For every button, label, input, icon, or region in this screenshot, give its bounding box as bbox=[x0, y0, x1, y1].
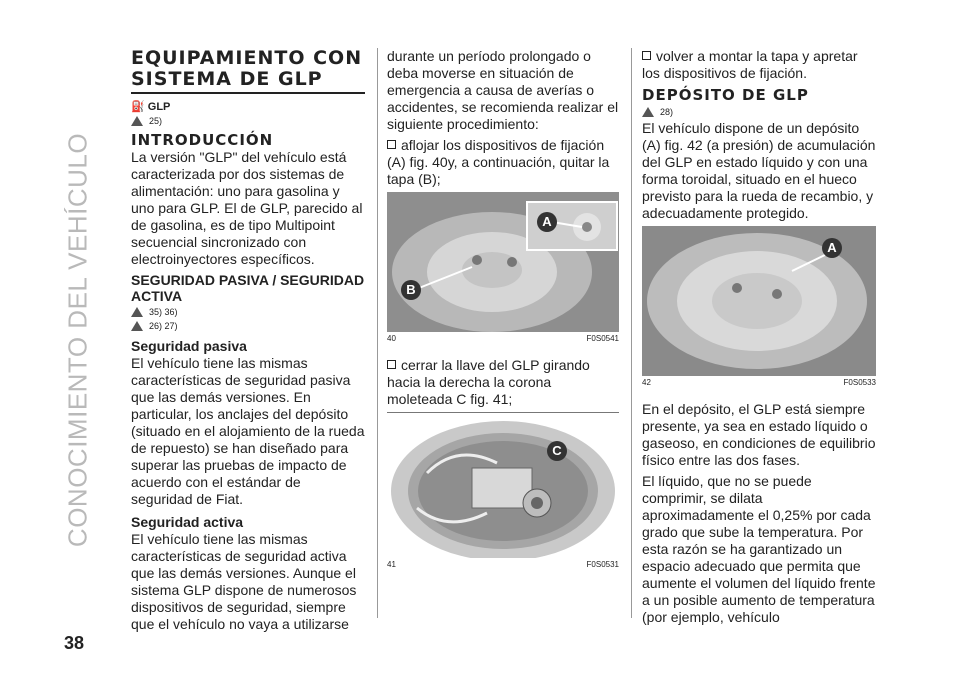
deposito-text: El vehículo dispone de un depósito (A) fig. 42 (a presión) de acumulación del GLP en estado líquido y con una forma toroidal, situado en el hueco previsto para la rueda de recambio, y adecuadamente protegido. bbox=[642, 120, 876, 221]
paragraph-2: En el depósito, el GLP está siempre presente, ya sea en estado líquido o gaseoso, en condiciones de equilibrio físico entre las dos fases. bbox=[642, 401, 876, 468]
warning-ref: 28) bbox=[642, 106, 876, 118]
figure-caption: 40 F0S0541 bbox=[387, 334, 619, 343]
step-2: cerrar la llave del GLP girando hacia la derecha la corona moleteada C fig. 41; bbox=[387, 357, 590, 407]
heading-intro: INTRODUCCIÓN bbox=[131, 131, 274, 149]
checkbox-icon bbox=[387, 360, 396, 369]
figure-41 bbox=[387, 412, 619, 558]
label-c: C bbox=[547, 441, 567, 461]
figure-caption: 41 F0S0531 bbox=[387, 560, 619, 569]
fig40-illustration bbox=[387, 192, 619, 332]
heading-seguridad: SEGURIDAD PASIVA / SEGURIDAD ACTIVA bbox=[131, 272, 365, 304]
activa-text: El vehículo tiene las mismas características de seguridad activa que las demás versiones. Aunque el sistema GLP dispone de numerosos dispositivos de seguridad, siempre que el vehículo no vaya a utilizarse bbox=[131, 531, 357, 632]
section-side-title: CONOCIMIENTO DEL VEHÍCULO bbox=[62, 132, 93, 548]
column-1 bbox=[131, 48, 365, 637]
paragraph-3: El líquido, que no se puede comprimir, se dilata aproximadamente el 0,25% por cada grado que sube la temperatura. Por esta razón se ha garantizado un espacio adecuado que permita que aumente el volumen del líquido frente a un posible aumento de temperatura (por ejemplo, vehículo bbox=[642, 473, 876, 625]
intro-text: La versión "GLP" del vehículo está caracterizada por dos sistemas de alimentación: uno para gasolina y uno para GLP. El de GLP, parecido al de gasolina, es de tipo Multipoint secuencial sincronizado con electroinyectores específicos. bbox=[131, 149, 363, 267]
heading-pasiva: Seguridad pasiva bbox=[131, 338, 247, 354]
column-3 bbox=[642, 48, 876, 630]
glp-logo: ⛽ GLP bbox=[131, 101, 171, 113]
warning-ref: 25) bbox=[131, 115, 365, 127]
procedure-intro: durante un período prolongado o deba moverse en situación de emergencia a causa de averías o accidentes, se recomienda realizar el siguiente procedimiento: bbox=[387, 48, 619, 132]
warning-icon bbox=[131, 307, 143, 317]
checkbox-icon bbox=[642, 51, 651, 60]
label-a: A bbox=[822, 238, 842, 258]
heading-deposito: DEPÓSITO DE GLP bbox=[642, 86, 809, 104]
warning-ref: 26) 27) bbox=[131, 320, 365, 332]
pasiva-text: El vehículo tiene las mismas características de seguridad pasiva que las demás versiones. En particular, los anclajes del depósito (situado en el alojamiento de la rueda de repuesto) se han diseñado para superar las pruebas de impacto de acuerdo con el estándar de seguridad de Fiat. bbox=[131, 355, 365, 507]
column-2 bbox=[387, 48, 619, 569]
column-divider bbox=[377, 48, 378, 618]
label-b: B bbox=[401, 280, 421, 300]
page-number: 38 bbox=[64, 633, 85, 653]
warning-icon bbox=[642, 107, 654, 117]
figure-40 bbox=[387, 192, 619, 332]
heading-activa: Seguridad activa bbox=[131, 514, 244, 530]
fig41-illustration bbox=[387, 413, 619, 558]
column-divider bbox=[631, 48, 632, 618]
step-1: aflojar los dispositivos de fijación (A) fig. 40y, a continuación, quitar la tapa (B); bbox=[387, 137, 610, 187]
warning-icon bbox=[131, 321, 143, 331]
figure-42 bbox=[642, 226, 876, 376]
warning-ref: 35) 36) bbox=[131, 306, 365, 318]
section-title: EQUIPAMIENTO CON SISTEMA DE GLP bbox=[131, 48, 365, 94]
checkbox-icon bbox=[387, 140, 396, 149]
figure-caption: 42 F0S0533 bbox=[642, 378, 876, 387]
step-3: volver a montar la tapa y apretar los dispositivos de fijación. bbox=[642, 48, 858, 81]
label-a: A bbox=[537, 212, 557, 232]
warning-icon bbox=[131, 116, 143, 126]
